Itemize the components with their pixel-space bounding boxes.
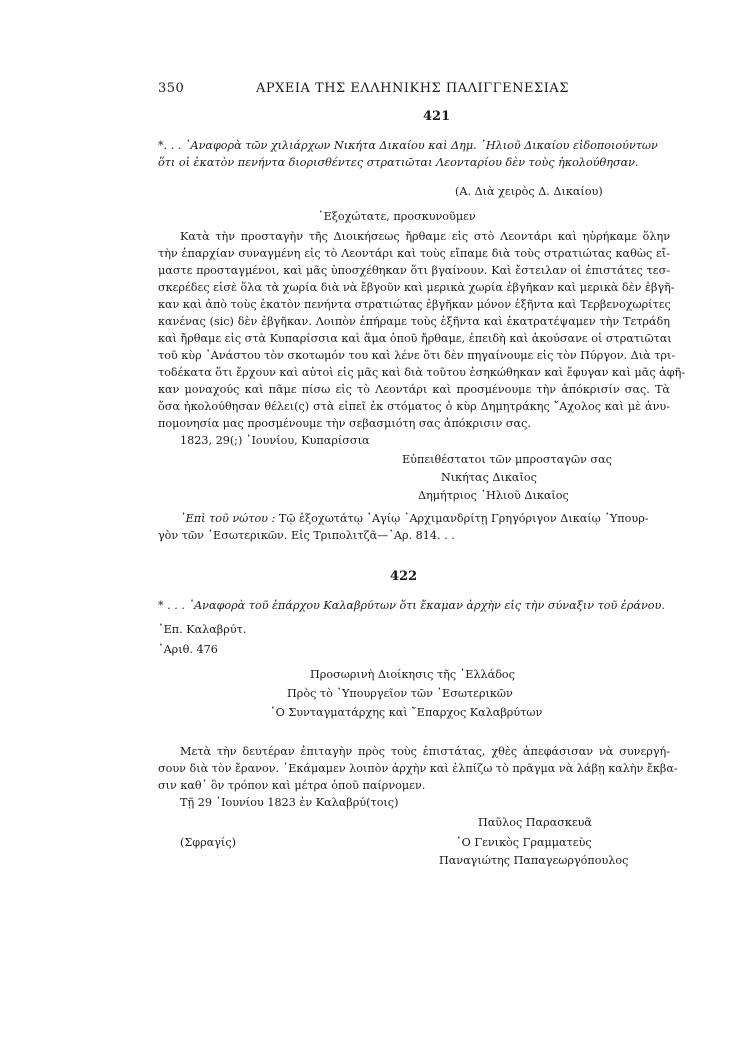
doc-summary-line: * . . . ᾿Αναφορὰ τοῦ ἐπάρχου Καλαβρύτων ὅτι ἔκαμαν ἀρχὴν εἰς τὴν σύναξιν τοῦ ἐράνου. — [158, 599, 665, 612]
hand-note: (Α. Διὰ χειρὸς Δ. Δικαίου) — [455, 185, 603, 198]
body-line: Μετὰ τὴν δευτέραν ἐπιταγὴν πρὸς τοὺς ἐπιστάτας, χθὲς ἀπεφάσισαν νὰ συνεργή- — [180, 745, 670, 758]
body-line: κανένας (sic) δὲν ἐβγῆκαν. Λοιπὸν ἐπήραμε τοὺς ἑξῆντα καὶ ἐκατρατέψαμεν τὴν Τετράδη — [158, 315, 670, 328]
body-line: μαστε προσταγμένοι, καὶ μᾶς ὑποσχέθηκαν ὅτι βγαίνουν. Καὶ ἔστειλαν οἱ ἐπιστάτες τεσ- — [158, 264, 670, 277]
body-line: καν καὶ ἀπὸ τοὺς ἑκατὸν πενήντα στρατιώτας ἐβγῆκαν μόνον ἑξῆντα καὶ Τερβενοχωρίτες — [158, 298, 671, 311]
heading-line: Πρὸς τὸ ῾Υπουργεῖον τῶν ᾿Εσωτερικῶν — [287, 687, 513, 700]
heading-line: Προσωρινὴ Διοίκησις τῆς ῾Ελλάδος — [310, 668, 515, 681]
page-number: 350 — [158, 81, 185, 96]
doc-number-422: 422 — [390, 569, 418, 584]
body-line: σκερέδες εἰσὲ ὅλα τὰ χωρία διὰ νὰ ἔβγοῦν καὶ μερικὰ χωρία ἐβγῆκαν καὶ μερικὰ δὲν ἐβγῆ- — [158, 281, 675, 294]
reference-line: ᾿Επ. Καλαβρύτ. — [158, 623, 247, 636]
body-line: καὶ ἤρθαμε εἰς στὰ Κυπαρίσσια καὶ ἅμα ὁποῦ ἤρθαμε, ἐπειδὴ καὶ ἀκούσανε οἱ στρατιῶται — [158, 332, 672, 345]
body-line: τοῦ κὺρ ᾿Ανάστου τὸν σκοτωμόν του καὶ λένε ὅτι δὲν πηγαίνουμε εἰς τὸν Πύργον. Διὰ τρι- — [158, 349, 676, 362]
signature-line: Εὐπειθέστατοι τῶν μπροσταγῶν σας — [402, 453, 612, 466]
date-line: 1823, 29(;) ᾿Ιουνίου, Κυπαρίσσια — [180, 434, 370, 447]
reference-line: ᾿Αριθ. 476 — [158, 643, 218, 656]
signature-line: Παῦλος Παρασκευᾶ — [478, 816, 592, 829]
verso-note-line2: γὸν τῶν ᾿Εσωτερικῶν. Εἰς Τριπολιτζᾶ—᾿Αρ. 814. . . — [158, 529, 455, 542]
body-line: πομονησία μας προσμένουμε τὴν σεβασμιότη σας ἀπόκρισιν σας. — [158, 417, 531, 430]
body-line: τοδέκατα ὅτι ἔρχουν καὶ αὐτοὶ εἰς μᾶς καὶ διὰ τοῦτου ἐσηκώθηκαν καὶ ἔφυγαν καὶ μᾶς ἀφῆ- — [158, 366, 686, 379]
doc-number-421: 421 — [423, 109, 451, 124]
date-line: Τῇ 29 ᾿Ιουνίου 1823 ἐν Καλαβρύ(τοις) — [180, 796, 399, 809]
doc-summary-line: *. . . ᾿Αναφορὰ τῶν χιλιάρχων Νικήτα Δικαίου καὶ Δημ. ᾿Ηλιοῦ Δικαίου εἰδοποιούντων — [158, 139, 658, 152]
body-line: ὅσα ἠκολούθησαν θέλει(ς) στὰ εἰπεῖ ἐκ στόματος ὁ κὺρ Δημητράκης ῎Αχολος καὶ μὲ ἀνυ- — [158, 400, 670, 413]
body-line: σιν καθ᾿ ὃν τρόπον καὶ μέτρα ὁποῦ παίρνομεν. — [158, 779, 426, 792]
body-line: τὴν ἐπαρχίαν συναγμένη εἰς τὸ Λεοντάρι καὶ τοὺς εἴπαμε διὰ τοὺς στρατιώτας καθὼς εἴ- — [158, 247, 670, 260]
verso-label: ᾿Επὶ τοῦ νώτου : — [180, 512, 276, 525]
verso-text: Τῷ ἐξοχωτάτῳ ῾Αγίῳ ᾿Αρχιμανδρίτῃ Γρηγόριγον Δικαίῳ ῾Υπουρ- — [275, 512, 649, 525]
signature-line: Νικήτας Δικαῖος — [441, 471, 537, 484]
signature-line: Δημήτριος ᾿Ηλιοῦ Δικαῖος — [418, 489, 569, 502]
salutation: ᾿Εξοχώτατε, προσκυνοῦμεν — [318, 210, 476, 223]
body-line: σουν διὰ τὸν ἔρανον. ᾿Εκάμαμεν λοιπὸν ἀρχὴν καὶ ἐλπίζω τὸ πρᾶγμα νὰ λάβῃ καλὴν ἔκβα- — [158, 762, 678, 775]
heading-line: ῾Ο Συνταγματάρχης καὶ ῎Επαρχος Καλαβρύτων — [270, 706, 543, 719]
signature-line: ῾Ο Γενικὸς Γραμματεὺς — [456, 836, 592, 849]
verso-note — [180, 511, 649, 528]
seal-note: (Σφραγίς) — [180, 836, 236, 849]
doc-summary-line: ὅτι οἱ ἑκατὸν πενήντα διορισθέντες στρατιῶται Λεονταρίου δὲν τοὺς ἠκολούθησαν. — [158, 156, 639, 169]
body-line: Κατὰ τὴν προσταγὴν τῆς Διοικήσεως ἤρθαμε εἰς στὸ Λεοντάρι καὶ ηὑρήκαμε ὅλην — [180, 230, 670, 243]
body-line: καν μοναχούς καὶ πᾶμε πίσω εἰς τὸ Λεοντάρι καὶ προσμένουμε τὴν ἀπόκρισίν σας. Τὰ — [158, 383, 670, 396]
signature-line: Παναγιώτης Παπαγεωργόπουλος — [439, 854, 629, 867]
running-title: ΑΡΧΕΙΑ ΤΗΣ ΕΛΛΗΝΙΚΗΣ ΠΑΛΙΓΓΕΝΕΣΙΑΣ — [256, 81, 569, 96]
